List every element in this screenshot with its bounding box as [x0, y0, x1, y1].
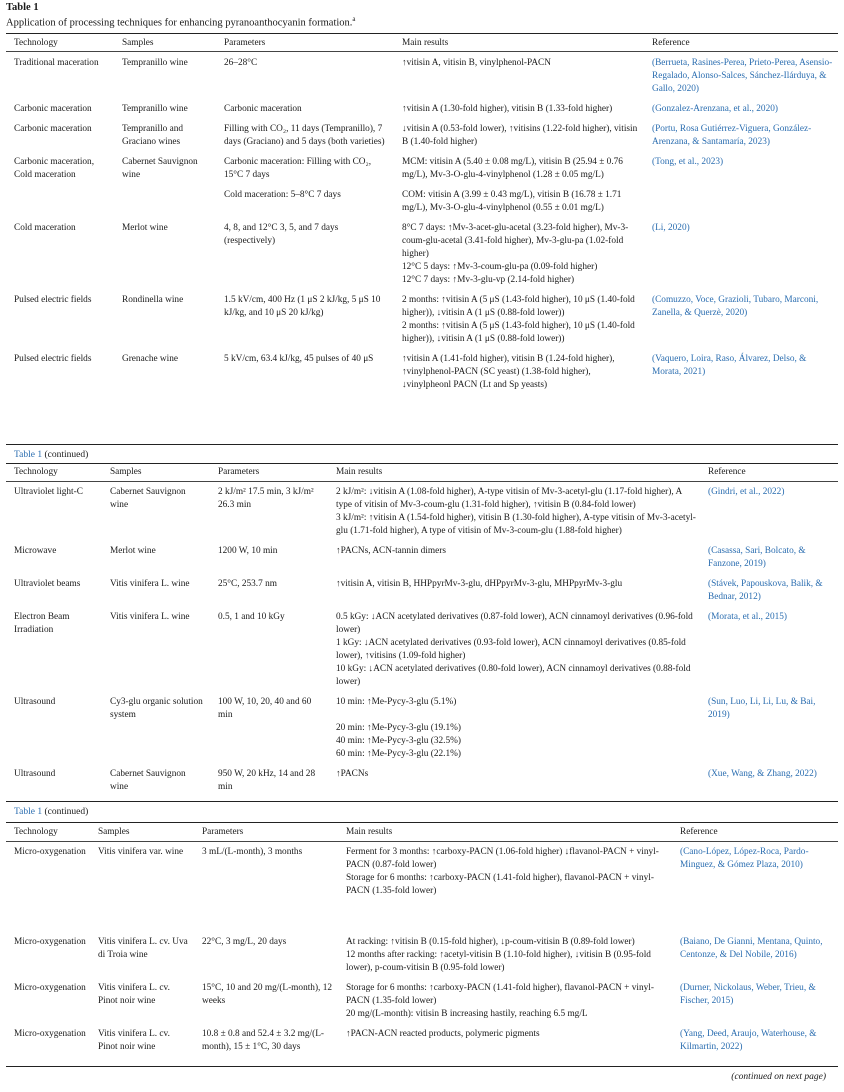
cell-reference[interactable]: (Vaquero, Loira, Raso, Álvarez, Delso, & Morata, 2021)	[652, 354, 807, 377]
cell-samples: Tempranillo and Graciano wines	[122, 124, 184, 147]
cell-technology: Carbonic maceration	[14, 104, 92, 114]
result-line: 2 months: ↑vitisin A (5 μS (1.43-fold higher), 10 μS (1.40-fold higher)), ↓vitisin A (1 μS (0.88-fold lower))	[402, 321, 635, 344]
header-technology: Technology	[14, 38, 58, 48]
result-line	[336, 709, 696, 722]
table-row	[6, 842, 838, 932]
cell-main-results	[394, 152, 644, 185]
cell-samples: Vitis vinifera L. wine	[110, 579, 190, 589]
cell-samples: Cabernet Sauvignon wine	[110, 487, 186, 510]
table-row	[6, 692, 838, 764]
cell-technology: Micro-oxygenation	[14, 847, 86, 857]
result-line: 12°C 7 days: ↑Mv-3-glu-vp (2.14-fold higher)	[402, 275, 575, 285]
header-samples: Samples	[98, 827, 130, 837]
cell-samples: Tempranillo wine	[122, 58, 188, 68]
table-section-3	[6, 823, 838, 1057]
cell-reference[interactable]: (Casassa, Sari, Bolcato, & Fanzone, 2019)	[708, 546, 806, 569]
cell-main-results	[328, 541, 700, 574]
table-row	[6, 978, 838, 1024]
table-row	[6, 290, 838, 349]
table-caption	[6, 15, 356, 29]
cell-samples: Rondinella wine	[122, 295, 184, 305]
table-row	[6, 218, 838, 290]
caption-text: Application of processing techniques for enhancing pyranoanthocyanin formation.	[6, 17, 353, 29]
continued-word: (continued)	[44, 450, 89, 460]
cell-parameters: 26–28°C	[224, 58, 258, 68]
header-parameters: Parameters	[224, 38, 266, 48]
cell-samples: Vitis vinifera L. cv. Pinot noir wine	[98, 1029, 170, 1052]
result-line: ↑PACN-ACN reacted products, polymeric pigments	[346, 1029, 540, 1039]
cell-samples: Vitis vinifera var. wine	[98, 847, 184, 857]
cell-main-results	[394, 119, 644, 152]
cell-reference[interactable]: (Durner, Nickolaus, Weber, Trieu, & Fischer, 2015)	[680, 983, 816, 1006]
cell-parameters: 10.8 ± 0.8 and 52.4 ± 3.2 mg/(L-month), 15 ± 1°C, 30 days	[202, 1029, 325, 1052]
cell-technology: Microwave	[14, 546, 57, 556]
table-row	[6, 119, 838, 152]
section-3-bottom-rule	[6, 1066, 838, 1067]
cell-samples	[114, 185, 216, 218]
result-line: ↑vitisin A, vitisin B, vinylphenol-PACN	[402, 58, 551, 68]
header-reference: Reference	[652, 38, 690, 48]
cell-main-results	[338, 932, 672, 978]
header-main-results: Main results	[336, 467, 383, 477]
cell-reference[interactable]: (Xue, Wang, & Zhang, 2022)	[708, 769, 817, 779]
header-reference: Reference	[708, 467, 746, 477]
result-line: 2 months: ↑vitisin A (5 μS (1.43-fold higher), 10 μS (1.40-fold higher)), ↓vitisin A (1 μS (0.88-fold lower))	[402, 295, 635, 318]
cell-parameters: Filling with CO₂, 11 days (Tempranillo), 7 days (Graciano) and 5 days (both varieties)	[224, 124, 385, 147]
table-title: Table 1	[6, 2, 39, 13]
cell-technology: Micro-oxygenation	[14, 1029, 86, 1039]
result-line: 12°C 5 days: ↑Mv-3-coum-glu-pa (0.09-fold higher)	[402, 262, 598, 272]
continued-label-2	[14, 807, 88, 817]
cell-parameters: 1.5 kV/cm, 400 Hz (1 μS 2 kJ/kg, 5 μS 10 kJ/kg, and 10 μS 20 kJ/kg)	[224, 295, 381, 318]
cell-technology: Ultraviolet light-C	[14, 487, 83, 497]
cell-reference[interactable]	[644, 185, 838, 218]
cell-reference[interactable]: (Baiano, De Gianni, Mentana, Quinto, Centonze, & Del Nobile, 2016)	[680, 937, 823, 960]
section-1-body	[6, 53, 838, 395]
cell-technology: Traditional maceration	[14, 58, 99, 68]
cell-parameters: 5 kV/cm, 63.4 kJ/kg, 45 pulses of 40 μS	[224, 354, 374, 364]
result-line: 40 min: ↑Me-Pycy-3-glu (32.5%)	[336, 736, 461, 746]
header-reference: Reference	[680, 827, 718, 837]
result-line: 10 min: ↑Me-Pycy-3-glu (5.1%)	[336, 697, 457, 707]
header-main-results: Main results	[402, 38, 449, 48]
header-rule-1	[6, 51, 838, 52]
section-3-body	[6, 842, 838, 1057]
result-line: ↓vitisin A (0.53-fold lower), ↑vitisins (1.22-fold higher), vitisin B (1.40-fold higher)	[402, 124, 638, 147]
continued-label-1	[14, 450, 88, 460]
cell-parameters: 0.5, 1 and 10 kGy	[218, 612, 285, 622]
header-parameters: Parameters	[218, 467, 260, 477]
cell-main-results	[394, 349, 644, 395]
section-2-body	[6, 482, 838, 797]
result-line: ↑vitisin A, vitisin B, HHPpyrMv-3-glu, dHPpyrMv-3-glu, MHPpyrMv-3-glu	[336, 579, 623, 589]
table-row	[6, 349, 838, 395]
cell-technology: Electron Beam Irradiation	[14, 612, 70, 635]
cell-reference[interactable]: (Tong, et al., 2023)	[652, 157, 724, 167]
result-line: 20 min: ↑Me-Pycy-3-glu (19.1%)	[336, 723, 461, 733]
cell-samples: Cabernet Sauvignon wine	[122, 157, 198, 180]
result-line: ↑PACNs	[336, 769, 369, 779]
section-1-bottom-rule	[6, 444, 838, 445]
result-line: COM: vitisin A (3.99 ± 0.43 mg/L), vitisin B (16.78 ± 1.71 mg/L), Mv-3-O-glu-4-vinylphenol (0.55 ± 0.01 mg/L)	[402, 190, 622, 213]
result-line: Ferment for 3 months: ↑carboxy-PACN (1.06-fold higher) ↓flavanol-PACN + vinyl-PACN (0.87-fold lower)	[346, 847, 659, 870]
cell-main-results	[328, 692, 700, 764]
cell-parameters: 950 W, 20 kHz, 14 and 28 min	[218, 769, 316, 792]
cell-samples: Tempranillo wine	[122, 104, 188, 114]
result-line: 60 min: ↑Me-Pycy-3-glu (22.1%)	[336, 749, 461, 759]
table-row	[6, 541, 838, 574]
result-line: At racking: ↑vitisin B (0.15-fold higher), ↓p-coum-vitisin B (0.89-fold lower)	[346, 937, 635, 947]
cell-parameters: Cold maceration: 5–8°C 7 days	[224, 190, 341, 200]
continued-table-name: Table 1	[14, 450, 43, 460]
cell-technology: Pulsed electric fields	[14, 354, 92, 364]
cell-technology: Micro-oxygenation	[14, 937, 86, 947]
continued-footer: (continued on next page)	[731, 1072, 826, 1082]
result-line: 1 kGy: ↓ACN acetylated derivatives (0.93-fold lower), ACN cinnamoyl derivatives (0.85-fold lower), ↑vitisins (1.09-fold higher)	[336, 638, 686, 661]
cell-parameters: 100 W, 10, 20, 40 and 60 min	[218, 697, 312, 720]
cell-parameters: 1200 W, 10 min	[218, 546, 278, 556]
result-line: ↑vitisin A (1.30-fold higher), vitisin B (1.33-fold higher)	[402, 104, 613, 114]
table-row	[6, 185, 838, 218]
header-rule-2	[6, 481, 838, 482]
header-parameters: Parameters	[202, 827, 244, 837]
result-line: Storage for 6 months: ↑carboxy-PACN (1.41-fold higher), flavanol-PACN + vinyl-PACN (1.35-fold lower)	[346, 873, 654, 896]
cell-reference[interactable]: (Morata, et al., 2015)	[708, 612, 787, 622]
cell-reference[interactable]: (Gindri, et al., 2022)	[708, 487, 785, 497]
cell-reference[interactable]: (Berrueta, Rasines-Perea, Prieto-Perea, Asensio-Regalado, Alonso-Salces, Sánchez-Ilárduya, & Gallo, 2020)	[652, 58, 833, 94]
result-line: 3 kJ/m²: ↑vitisin A (1.54-fold higher), vitisin B (1.30-fold higher), A-type vitisin of Mv-3-acetyl-glu (1.71-fold higher), A type of vitisin of Mv-3-coum-glu (1.88-fold higher)	[336, 513, 696, 536]
cell-main-results	[394, 99, 644, 119]
cell-samples: Merlot wine	[110, 546, 156, 556]
cell-technology: Ultrasound	[14, 697, 56, 707]
cell-samples: Vitis vinifera L. cv. Uva di Troia wine	[98, 937, 188, 960]
cell-technology	[6, 185, 114, 218]
table-row	[6, 152, 838, 185]
cell-main-results	[338, 842, 672, 932]
cell-technology: Pulsed electric fields	[14, 295, 92, 305]
cell-technology: Carbonic maceration, Cold maceration	[14, 157, 95, 180]
header-row	[6, 823, 838, 842]
cell-parameters: 2 kJ/m² 17.5 min, 3 kJ/m² 26.3 min	[218, 487, 314, 510]
cell-reference[interactable]: (Cano-López, López-Roca, Pardo-Minguez, & Gómez Plaza, 2010)	[680, 847, 809, 870]
result-line: 8°C 7 days: ↑Mv-3-acet-glu-acetal (3.23-fold higher), Mv-3-coum-glu-acetal (3.41-fold higher), Mv-3-glu-pa (1.02-fold higher)	[402, 223, 629, 259]
header-rule-3	[6, 841, 838, 842]
header-samples: Samples	[122, 38, 154, 48]
table-row	[6, 574, 838, 607]
cell-main-results	[394, 218, 644, 290]
cell-main-results	[328, 574, 700, 607]
result-line: 2 kJ/m²: ↓vitisin A (1.08-fold higher), A-type vitisin of Mv-3-acetyl-glu (1.17-fold higher), A type of vitisin of Mv-3-coum-glu (1.31-fold higher), ↑vitisin B (0.84-fold lower)	[336, 487, 682, 510]
cell-technology: Cold maceration	[14, 223, 76, 233]
table-section-2	[6, 463, 838, 797]
header-technology: Technology	[14, 467, 58, 477]
table-row	[6, 764, 838, 797]
cell-technology: Ultrasound	[14, 769, 56, 779]
cell-technology: Ultraviolet beams	[14, 579, 81, 589]
cell-reference[interactable]: (Sun, Luo, Li, Li, Lu, & Bai, 2019)	[708, 697, 816, 720]
caption-footnote-marker: a	[352, 15, 356, 23]
cell-samples: Vitis vinifera L. wine	[110, 612, 190, 622]
table-row	[6, 1024, 838, 1057]
cell-parameters: 15°C, 10 and 20 mg/(L-month), 12 weeks	[202, 983, 332, 1006]
result-line: 0.5 kGy: ↓ACN acetylated derivatives (0.87-fold lower), ACN cinnamoyl derivatives (0.96-fold lower)	[336, 612, 693, 635]
cell-parameters: 3 mL/(L-month), 3 months	[202, 847, 303, 857]
result-line: Storage for 6 months: ↑carboxy-PACN (1.41-fold higher), flavanol-PACN + vinyl-PACN (1.35-fold lower)	[346, 983, 654, 1006]
table-row	[6, 99, 838, 119]
table-row	[6, 932, 838, 978]
cell-reference[interactable]: (Portu, Rosa Gutiérrez-Viguera, González-Arenzana, & Santamaría, 2023)	[652, 124, 812, 147]
header-main-results: Main results	[346, 827, 393, 837]
cell-main-results	[338, 978, 672, 1024]
result-line: 12 months after racking: ↑acetyl-vitisin B (1.10-fold higher), ↓vitisin B (0.95-fold lower), p-coum-vitisin B (0.95-fold lower)	[346, 950, 651, 973]
result-line: MCM: vitisin A (5.40 ± 0.08 mg/L), vitisin B (25.94 ± 0.76 mg/L), Mv-3-O-glu-4-vinylphenol (1.28 ± 0.05 mg/L)	[402, 157, 623, 180]
cell-samples: Vitis vinifera L. cv. Pinot noir wine	[98, 983, 170, 1006]
result-line: 10 kGy: ↓ACN acetylated derivatives (0.80-fold lower), ACN cinnamoyl derivatives (0.88-fold lower)	[336, 664, 691, 687]
continued-table-name: Table 1	[14, 807, 43, 817]
cell-parameters: Carbonic maceration	[224, 104, 302, 114]
cell-reference[interactable]: (Gonzalez-Arenzana, et al., 2020)	[652, 104, 778, 114]
cell-reference[interactable]: (Comuzzo, Voce, Grazioli, Tubaro, Marconi, Zanella, & Querzè, 2020)	[652, 295, 819, 318]
header-samples: Samples	[110, 467, 142, 477]
cell-samples: Merlot wine	[122, 223, 168, 233]
header-technology: Technology	[14, 827, 58, 837]
cell-technology: Micro-oxygenation	[14, 983, 86, 993]
header-row	[6, 463, 838, 482]
cell-technology: Carbonic maceration	[14, 124, 92, 134]
cell-parameters: 22°C, 3 mg/L, 20 days	[202, 937, 287, 947]
cell-main-results	[338, 1024, 672, 1057]
cell-reference[interactable]: (Yang, Deed, Araujo, Waterhouse, & Kilmartin, 2022)	[680, 1029, 817, 1052]
cell-parameters: 25°C, 253.7 nm	[218, 579, 277, 589]
cell-main-results	[394, 53, 644, 99]
continued-word: (continued)	[44, 807, 89, 817]
result-line: 20 mg/(L-month): vitisin B increasing hastily, reaching 6.5 mg/L	[346, 1009, 588, 1019]
result-line: ↑vitisin A (1.41-fold higher), vitisin B (1.24-fold higher), ↑vinylphenol-PACN (SC yeast) (1.38-fold higher), ↓vinylpheonl PACN (Lt and Sp yeasts)	[402, 354, 615, 390]
cell-samples: Grenache wine	[122, 354, 179, 364]
cell-samples: Cabernet Sauvignon wine	[110, 769, 186, 792]
section-2-bottom-rule	[6, 801, 838, 802]
cell-main-results	[328, 482, 700, 541]
cell-samples: Cy3-glu organic solution system	[110, 697, 203, 720]
cell-parameters: 4, 8, and 12°C 3, 5, and 7 days (respectively)	[224, 223, 339, 246]
cell-main-results	[328, 607, 700, 692]
cell-main-results	[394, 185, 644, 218]
cell-parameters: Carbonic maceration: Filling with CO₂, 15°C 7 days	[224, 157, 372, 180]
table-section-1	[6, 34, 838, 395]
cell-reference[interactable]: (Stávek, Papouskova, Balik, & Bednar, 2012)	[708, 579, 823, 602]
cell-main-results	[394, 290, 644, 349]
table-row	[6, 482, 838, 541]
table-row	[6, 607, 838, 692]
cell-main-results	[328, 764, 700, 797]
cell-reference[interactable]: (Li, 2020)	[652, 223, 690, 233]
table-row	[6, 53, 838, 99]
result-line: ↑PACNs, ACN-tannin dimers	[336, 546, 446, 556]
